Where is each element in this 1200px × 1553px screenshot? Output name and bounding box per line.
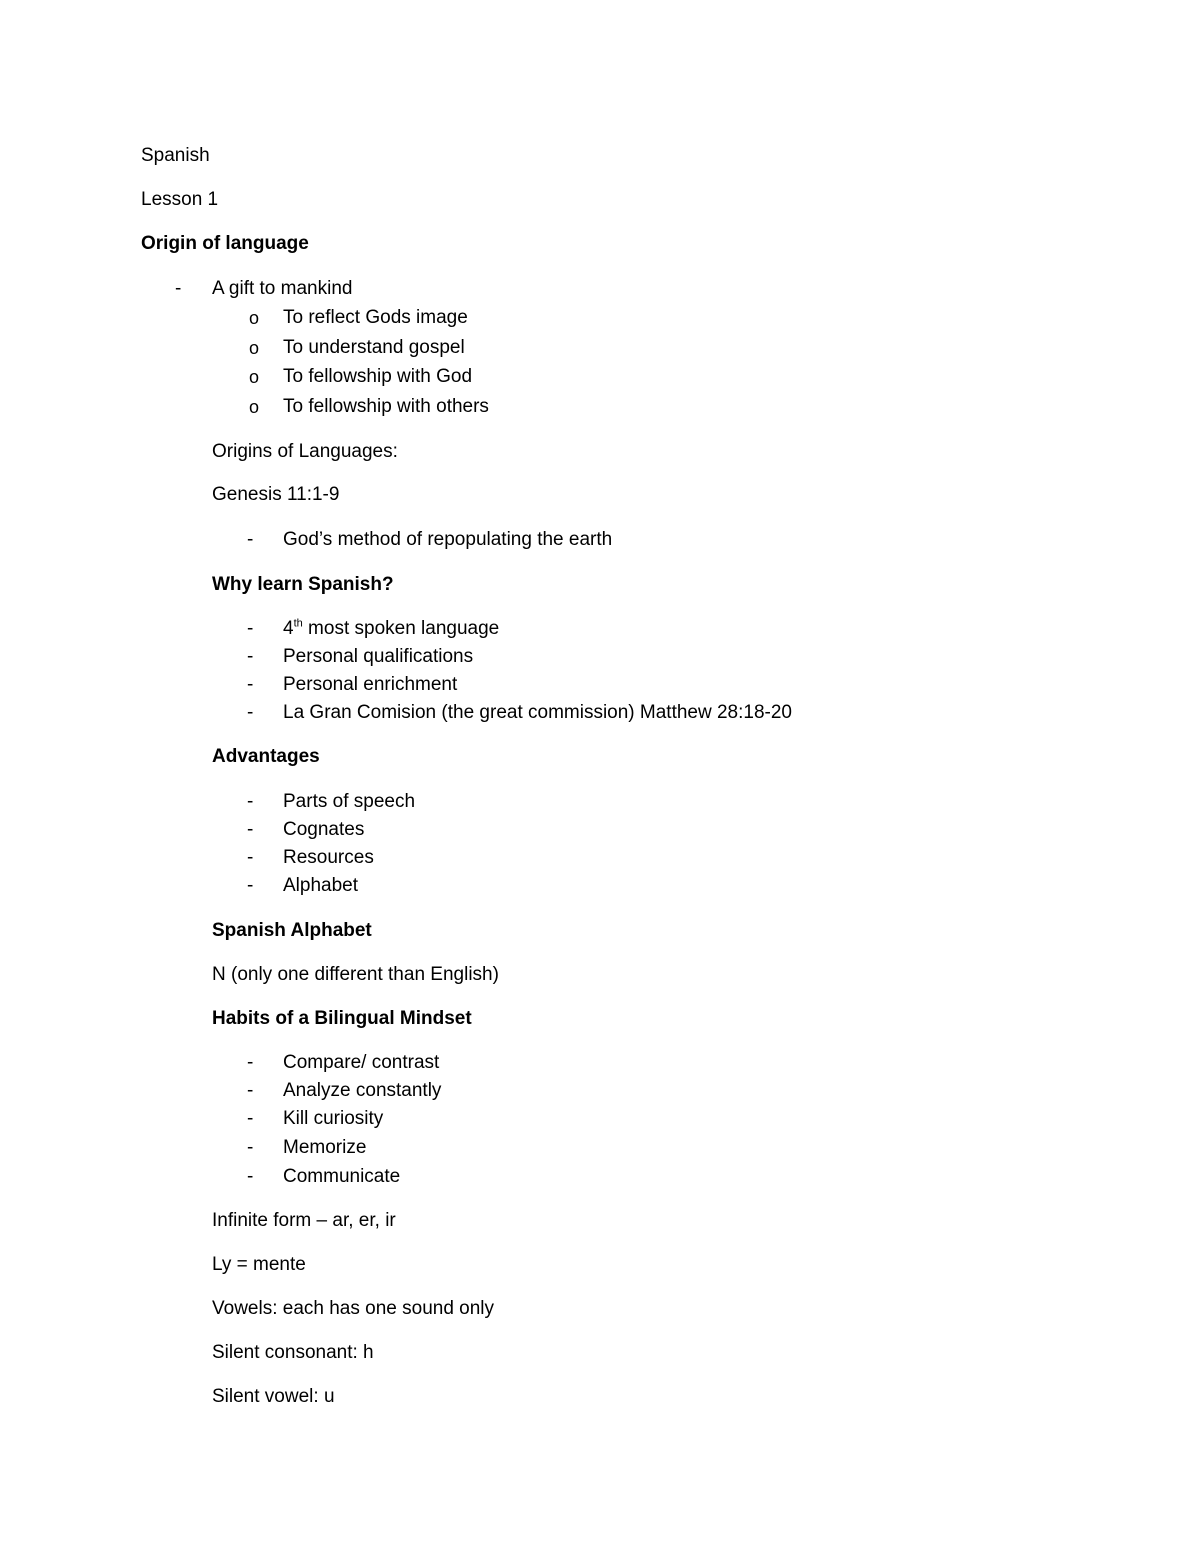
list-item: Communicate xyxy=(283,1166,401,1187)
note-line: Vowels: each has one sound only xyxy=(212,1298,495,1319)
item-text: most spoken language xyxy=(302,618,500,639)
bullet-circle: o xyxy=(249,338,260,358)
note-line: Silent vowel: u xyxy=(212,1386,335,1407)
bullet-dash: - xyxy=(175,278,182,299)
bullet-circle: o xyxy=(249,367,260,387)
bullet-dash: - xyxy=(247,819,254,840)
bullet-circle: o xyxy=(249,308,260,328)
list-item: Personal enrichment xyxy=(283,674,458,695)
bullet-dash: - xyxy=(247,646,254,667)
alphabet-note: N (only one different than English) xyxy=(212,964,499,985)
list-item: Parts of speech xyxy=(283,791,416,812)
bullet-dash: - xyxy=(247,618,254,639)
heading-why-learn-spanish: Why learn Spanish? xyxy=(212,574,394,595)
list-item-gift: A gift to mankind xyxy=(212,278,353,299)
sub-item: To fellowship with God xyxy=(283,366,473,387)
bullet-dash: - xyxy=(247,529,254,550)
bullet-dash: - xyxy=(247,791,254,812)
bullet-dash: - xyxy=(247,1166,254,1187)
lesson-label: Lesson 1 xyxy=(141,189,219,210)
list-item: Kill curiosity xyxy=(283,1108,384,1129)
sub-item: To fellowship with others xyxy=(283,396,489,417)
sub-item: To reflect Gods image xyxy=(283,307,468,328)
heading-habits: Habits of a Bilingual Mindset xyxy=(212,1008,472,1029)
heading-spanish-alphabet: Spanish Alphabet xyxy=(212,920,372,941)
bullet-dash: - xyxy=(247,847,254,868)
bullet-circle: o xyxy=(249,397,260,417)
list-item: Compare/ contrast xyxy=(283,1052,440,1073)
doc-title: Spanish xyxy=(141,145,210,166)
heading-advantages: Advantages xyxy=(212,746,320,767)
note-line: Infinite form – ar, er, ir xyxy=(212,1210,396,1231)
list-item: God’s method of repopulating the earth xyxy=(283,529,613,550)
list-item: La Gran Comision (the great commission) Matthew 28:18-20 xyxy=(283,702,793,723)
bullet-dash: - xyxy=(247,1052,254,1073)
sub-item: To understand gospel xyxy=(283,337,465,358)
bullet-dash: - xyxy=(247,702,254,723)
list-item-most-spoken xyxy=(283,617,499,641)
origins-languages-label: Origins of Languages: xyxy=(212,441,398,462)
bullet-dash: - xyxy=(247,1108,254,1129)
ordinal-suffix: th xyxy=(293,617,303,630)
genesis-reference: Genesis 11:1-9 xyxy=(212,484,340,505)
ordinal-number: 4 xyxy=(283,618,294,639)
list-item: Resources xyxy=(283,847,374,868)
list-item: Memorize xyxy=(283,1137,367,1158)
bullet-dash: - xyxy=(247,674,254,695)
bullet-dash: - xyxy=(247,875,254,896)
note-line: Ly = mente xyxy=(212,1254,306,1275)
bullet-dash: - xyxy=(247,1080,254,1101)
list-item: Cognates xyxy=(283,819,365,840)
heading-origin-of-language: Origin of language xyxy=(141,233,309,254)
note-line: Silent consonant: h xyxy=(212,1342,374,1363)
list-item: Analyze constantly xyxy=(283,1080,442,1101)
list-item: Alphabet xyxy=(283,875,359,896)
list-item: Personal qualifications xyxy=(283,646,474,667)
bullet-dash: - xyxy=(247,1137,254,1158)
